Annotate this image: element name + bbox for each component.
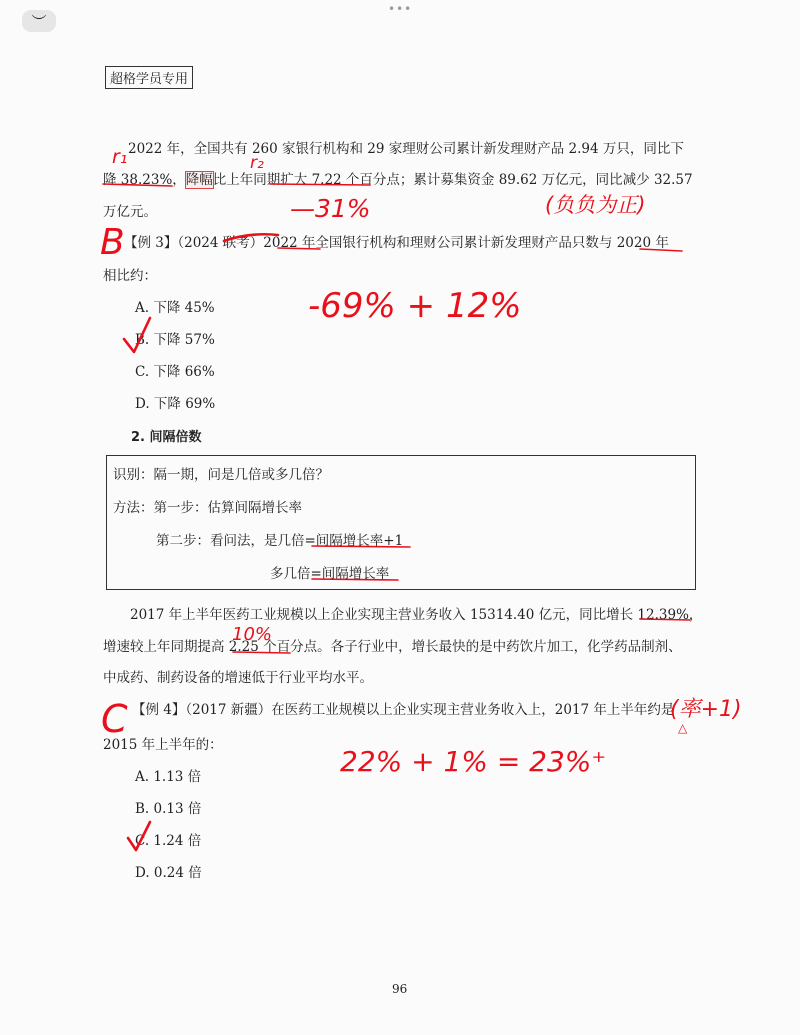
example3-question-cont: 相比约： [103, 268, 157, 284]
para1-line3: 万亿元。 [103, 204, 157, 220]
example4-option-c: C. 1.24 倍 [135, 833, 202, 849]
collapse-button[interactable] [22, 10, 56, 32]
annotation-r1: r₁ [112, 146, 128, 168]
para1-line2-a: 降 38.23%， [103, 172, 186, 188]
annotation-calc4: 22% + 1% = 23%⁺ [340, 745, 607, 778]
para1-line2 [103, 168, 693, 188]
para1-line2-c: 比上年同期扩大 7.22 个百分点；累计募集资金 89.62 万亿元，同比减少 32.57 [212, 172, 693, 188]
example4-option-b: B. 0.13 倍 [135, 801, 202, 817]
example4-option-d: D. 0.24 倍 [135, 865, 202, 881]
annotation-r2: r₂ [250, 153, 264, 173]
para1-line1: 2022 年，全国共有 260 家银行机构和 29 家理财公司累计新发理财产品 2.94 万只，同比下 [128, 141, 684, 157]
header-tag: 超格学员专用 [105, 66, 193, 89]
para2-line1: 2017 年上半年医药工业规模以上企业实现主营业务收入 15314.40 亿元，同比增长 12.39%， [130, 607, 703, 623]
annotation-answer-b: B [100, 222, 125, 263]
annotation-triangle: △ [678, 721, 688, 735]
para2-line2: 增速较上年同期提高 2.25 个百分点。各子行业中，增长最快的是中药饮片加工，化学药品制剂、 [103, 639, 682, 655]
example4-question-cont: 2015 年上半年的： [103, 737, 223, 753]
example4-option-a: A. 1.13 倍 [135, 769, 202, 785]
example4-question: 【例 4】（2017 新疆）在医药工业规模以上企业实现主营业务收入上，2017 年上半年约是 [132, 702, 675, 718]
annotation-10-percent: 10% [232, 624, 273, 645]
info-line-identify: 识别：隔一期，问是几倍或多几倍？ [113, 467, 329, 483]
annotation-rate-plus1: (率+1) [670, 697, 742, 722]
annotation-calc3: -69% + 12% [308, 286, 522, 326]
example3-option-d: D. 下降 69% [135, 396, 216, 412]
example3-option-b: B. 下降 57% [135, 332, 215, 348]
more-options-icon[interactable]: ••• [388, 2, 413, 16]
page-number: 96 [392, 982, 408, 996]
annotation-minus31: —31% [290, 194, 371, 223]
para2-line3: 中成药、制药设备的增速低于行业平均水平。 [103, 670, 373, 686]
info-line-method: 方法：第一步：估算间隔增长率 [113, 500, 302, 516]
para1-line2-boxed: 降幅 [185, 172, 213, 188]
info-line-more-times: 多几倍=间隔增长率 [270, 566, 390, 582]
annotation-neg-pos: (负负为正) [545, 193, 646, 217]
example3-question: 【例 3】（2024 联考）2022 年全国银行机构和理财公司累计新发理财产品只数与 2020 年 [124, 235, 669, 251]
collapse-icon: ︶ [31, 12, 47, 31]
info-line-step2: 第二步：看问法，是几倍=间隔增长率+1 [156, 533, 404, 549]
example3-option-a: A. 下降 45% [135, 300, 215, 316]
annotation-answer-c: C [101, 697, 128, 741]
section-title: 2. 间隔倍数 [131, 430, 202, 445]
example3-option-c: C. 下降 66% [135, 364, 215, 380]
